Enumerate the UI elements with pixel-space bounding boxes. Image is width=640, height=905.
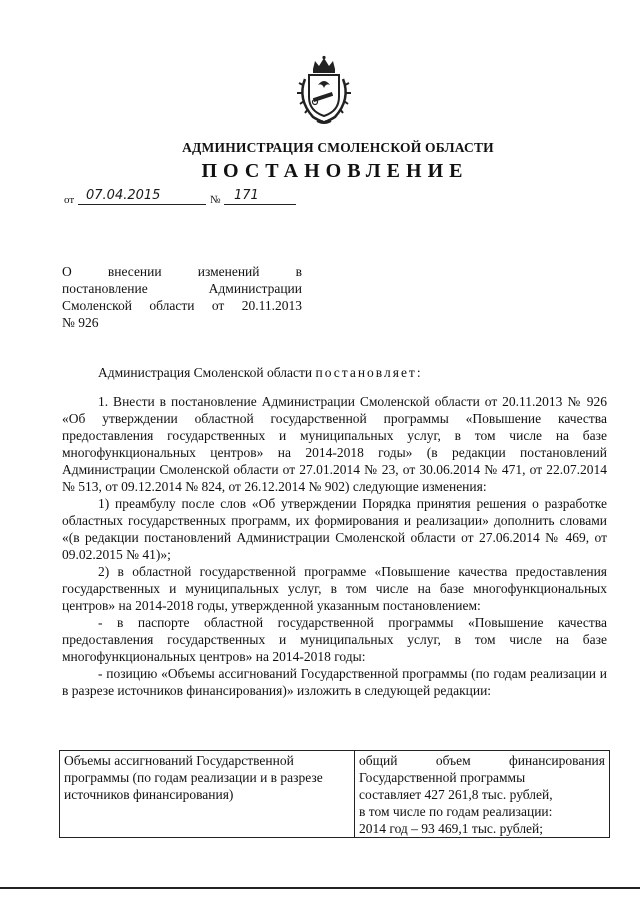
document-subject [62, 263, 302, 331]
allocation-table [59, 750, 610, 838]
body-paragraph: 1. Внести в постановление Администрации Смоленской области от 20.11.2013 № 926 «Об утверждении областной государственной программы «Повышение качества предоставления государственных и муниципальных услуг, в том числе на базе многофункциональных центров» на 2014-2018 годы» (в редакции постановлений Администрации Смоленской области от 27.01.2014 № 23, от 30.06.2014 № 471, от 22.07.2014 № 513, от 09.12.2014 № 824, от 26.12.2014 № 902) следующие изменения: [62, 394, 607, 494]
document-type: ПОСТАНОВЛЕНИЕ [201, 160, 469, 182]
table-cell-label: Объемы ассигнований Государственной программы (по годам реализации и в разрезе источников финансирования) [60, 751, 355, 838]
page-bottom-rule [0, 887, 640, 889]
table-cell-line: общий объем финансирования Государственной программы [359, 753, 605, 785]
date-value: 07.04.2015 [86, 188, 161, 203]
body-paragraph: 2) в областной государственной программе «Повышение качества предоставления государственных и муниципальных услуг, в том числе на базе многофункциональных центров» на 2014-2018 годы, утвержденной указанным постановлением: [62, 564, 607, 613]
table-cell-line: в том числе по годам реализации: [359, 804, 553, 819]
document-body [62, 393, 607, 699]
body-paragraph: - в паспорте областной государственной программы «Повышение качества предоставления государственных и муниципальных услуг, в том числе на базе многофункциональных центров» на 2014-2018 годы: [62, 615, 607, 664]
subject-line: № 926 [62, 315, 99, 330]
date-underline [78, 204, 206, 205]
preamble-text: Администрация Смоленской области [98, 365, 313, 380]
subject-line: постановление Администрации [62, 281, 302, 296]
number-label: № [210, 194, 221, 206]
table-cell-line: 2014 год – 93 469,1 тыс. рублей; [359, 821, 544, 836]
subject-line: Смоленской области от 20.11.2013 [62, 298, 302, 313]
table-cell-value [355, 751, 610, 838]
preamble [98, 365, 423, 381]
number-value: 171 [234, 188, 259, 203]
date-label: от [64, 194, 75, 206]
subject-line: О внесении изменений в [62, 264, 302, 279]
body-paragraph: - позицию «Объемы ассигнований Государственной программы (по годам реализации и в разрезе источников финансирования)» изложить в следующей редакции: [62, 666, 607, 698]
table-row [60, 751, 610, 838]
body-paragraph: 1) преамбулу после слов «Об утверждении Порядка принятия решения о разработке областных государственных программ, их формирования и реализации» дополнить словами «(в редакции постановлений Администрации Смоленской области от 27.06.2014 № 469, от 09.02.2015 № 41)»; [62, 496, 607, 562]
organization-name: АДМИНИСТРАЦИЯ СМОЛЕНСКОЙ ОБЛАСТИ [182, 140, 494, 155]
preamble-decree-word: постановляет: [315, 365, 423, 380]
table-cell-line: составляет 427 261,8 тыс. рублей, [359, 787, 553, 802]
number-underline [224, 204, 296, 205]
coat-of-arms-icon [293, 55, 355, 125]
